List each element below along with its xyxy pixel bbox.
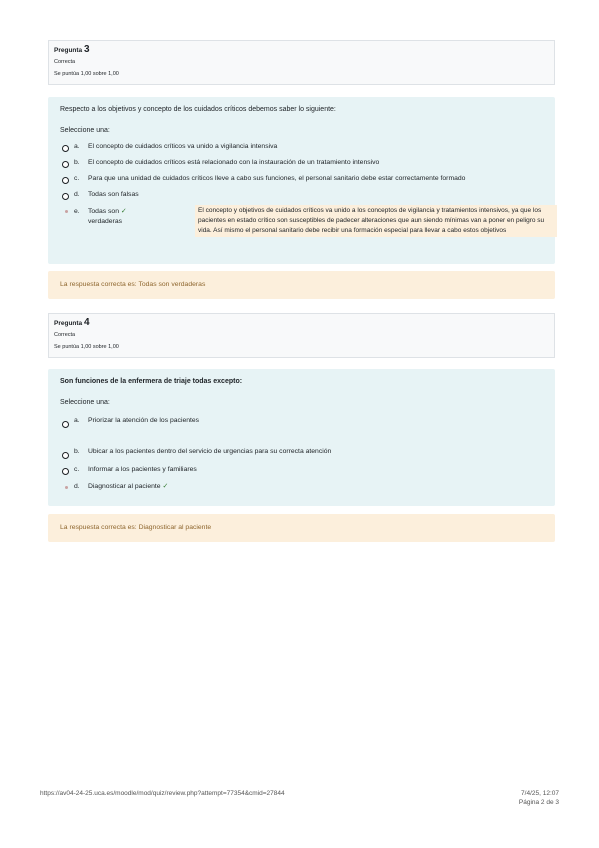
question-formulation-3 <box>48 97 555 264</box>
right-answer-4: La respuesta correcta es: Diagnosticar al paciente <box>48 514 555 542</box>
answer-option-e[interactable]: e. Todas son ✓ verdaderas El concepto y objetivos de cuidados críticos va unido a los conceptos de vigilancia y tratamientos intensivos, ya que los pacientes en estado crítico son susceptibles de padecer alteraciones que aun siendo mínimas van a poner en peligro su vida. Así mismo el personal sanitario debe recibir una formación especial para llevar a cabo estos objetivos <box>60 207 547 247</box>
question-state: Correcta <box>54 59 76 65</box>
radio-button[interactable] <box>62 468 69 475</box>
radio-button[interactable] <box>62 177 69 184</box>
answer-option-c[interactable]: c. Para que una unidad de cuidados críticos lleve a cabo sus funciones, el personal sanitario debe estar correctamente formado <box>60 174 547 186</box>
selected-dot <box>65 486 68 489</box>
check-icon: ✓ <box>120 208 127 215</box>
question-grade: Se puntúa 1,00 sobre 1,00 <box>54 344 119 350</box>
answer-option-a[interactable]: a. El concepto de cuidados críticos va unido a vigilancia intensiva <box>60 142 547 154</box>
answer-option-d[interactable]: d. Todas son falsas <box>60 190 547 202</box>
footer-url[interactable]: https://av04-24-25.uca.es/moodle/mod/quiz/review.php?attempt=77354&cmid=27844 <box>40 790 285 797</box>
question-info-4 <box>48 313 555 358</box>
footer-page-number: Página 2 de 3 <box>518 799 559 806</box>
answer-option-c[interactable]: c. Informar a los pacientes y familiares <box>60 465 547 477</box>
answer-option-d[interactable]: d. Diagnosticar al paciente ✓ <box>60 482 547 494</box>
radio-button[interactable] <box>62 421 69 428</box>
question-number: Pregunta 4 <box>54 317 90 328</box>
answer-option-b[interactable]: b. Ubicar a los pacientes dentro del servicio de urgencias para su correcta atención <box>60 447 547 461</box>
question-state: Correcta <box>54 332 76 338</box>
radio-button[interactable] <box>62 161 69 168</box>
answer-option-a[interactable]: a. Priorizar la atención de los pacientes <box>60 416 547 430</box>
select-prompt: Seleccione una: <box>60 399 110 406</box>
answer-option-b[interactable]: b. El concepto de cuidados críticos está relacionado con la instauración de un tratamiento intensivo <box>60 158 547 170</box>
question-grade: Se puntúa 1,00 sobre 1,00 <box>54 71 119 77</box>
footer-datetime: 7/4/25, 12:07 <box>521 790 559 797</box>
select-prompt: Seleccione una: <box>60 127 110 134</box>
right-answer-3: La respuesta correcta es: Todas son verdaderas <box>48 271 555 299</box>
question-text: Son funciones de la enfermera de triaje todas excepto: <box>60 378 243 385</box>
radio-button[interactable] <box>62 145 69 152</box>
check-icon: ✓ <box>162 483 169 490</box>
question-formulation-4 <box>48 369 555 506</box>
selected-dot <box>65 210 68 213</box>
question-text: Respecto a los objetivos y concepto de los cuidados críticos debemos saber lo siguiente: <box>60 106 336 113</box>
answer-feedback: El concepto y objetivos de cuidados críticos va unido a los conceptos de vigilancia y tratamientos intensivos, ya que los pacientes en estado crítico son susceptibles de padecer alteraciones que aun siendo mínimas van a poner en peligro su vida. Así mismo el personal sanitario debe recibir una formación especial para llevar a cabo estos objetivos <box>195 205 557 237</box>
radio-button[interactable] <box>62 452 69 459</box>
question-info-3 <box>48 40 555 85</box>
question-number: Pregunta 3 <box>54 44 90 55</box>
radio-button[interactable] <box>62 193 69 200</box>
